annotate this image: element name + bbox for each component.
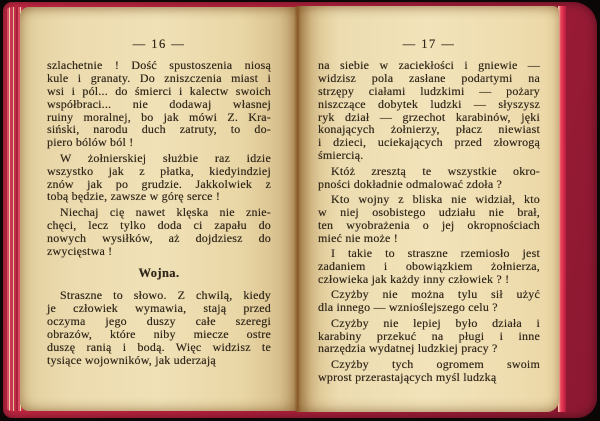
text-line: i dzieci, uciekających przed złowrogą xyxy=(318,135,540,150)
text-line: szlachetnie ! Dość spustoszenia niosą xyxy=(47,57,271,72)
text-line: chęci, lecz tylko doda ci zapału do xyxy=(47,217,271,232)
book xyxy=(3,2,597,418)
text-line: narzędzia wydatnej ludzkiej pracy ? xyxy=(318,341,498,356)
paragraph xyxy=(318,193,540,245)
text-line: dla innego — wznioślejszego celu ? xyxy=(318,300,498,315)
text-line: W żołnierskiej służbie raz idzie xyxy=(60,150,271,165)
paragraph xyxy=(318,358,540,384)
text-line: na siebie w zaciekłości i gniewie — xyxy=(318,57,540,72)
text-line: duszę ranią i bodą. Więc widzisz te xyxy=(47,340,271,355)
text-line: tobą będzie, zawsze w górę serce ! xyxy=(47,189,221,204)
text-line: ten wyobrażenia o jej okropnościach xyxy=(318,217,540,232)
paragraph xyxy=(47,152,271,204)
paragraph xyxy=(318,59,540,162)
page-16-body xyxy=(47,59,271,367)
page-17-text-column xyxy=(318,38,540,386)
text-line: ryk dział — grzechot karabinów, jęki xyxy=(318,109,540,124)
text-line: niszczące dobytek ludzki — słyszysz xyxy=(318,96,540,111)
text-line: tysiące wojowników, jak uderzają xyxy=(47,352,216,367)
text-line: konających żołnierzy, płacz niewiast xyxy=(318,122,540,137)
paragraph xyxy=(318,317,540,356)
paragraph xyxy=(318,165,540,191)
text-line: siński, narodu duch zatruty, to do- xyxy=(47,122,271,137)
text-line: zwycięstwa ! xyxy=(47,243,113,258)
text-line: mieć nie może ! xyxy=(318,230,398,245)
text-line: kule i granaty. Do zniszczenia miast i xyxy=(47,70,271,85)
text-line: I takie to straszne rzemiosło jest xyxy=(331,246,540,261)
page-16-text-column xyxy=(47,38,271,369)
text-line: człowieka jak każdy inny człowiek ? ! xyxy=(318,271,510,286)
text-line: znów jak po grudzie. Jakkolwiek z xyxy=(47,176,271,191)
paragraph xyxy=(318,288,540,314)
page-number-right: — 17 — xyxy=(402,37,456,51)
text-line: widzisz pola zasłane podartymi na xyxy=(318,70,540,85)
text-line: współbraci... nie dodawaj własnej xyxy=(47,96,271,111)
text-line: Niechaj cię nawet klęska nie znie- xyxy=(60,204,271,219)
text-line: Czyżby tych ogromem swoim xyxy=(331,356,540,371)
text-line: ruiny moralnej, bo jak mówi Z. Kra- xyxy=(47,109,271,124)
text-line: Straszne to słowo. Z chwilą, kiedy xyxy=(60,288,271,303)
text-line: strzępy ciałami ludzkimi — pożary xyxy=(318,83,540,98)
text-line: je człowiek wymawia, stają przed xyxy=(47,301,271,316)
text-line: Kto wojny z bliska nie widział, kto xyxy=(331,191,540,206)
text-line: Czyżby nie można tylu sił użyć xyxy=(331,287,540,302)
page-number-left: — 16 — xyxy=(132,37,186,51)
text-line: karabiny przekuć na pługi i inne xyxy=(318,328,540,343)
text-line: zadaniem i obowiązkiem żołnierza, xyxy=(318,259,540,273)
text-line: piero bólów ból ! xyxy=(47,135,134,150)
paragraph xyxy=(47,59,271,149)
page-17-body xyxy=(318,59,540,384)
text-line: wsi i pól... do śmierci i kalectw swoich xyxy=(47,83,271,98)
page-17 xyxy=(297,6,559,412)
paragraph xyxy=(318,247,540,286)
text-line: nowych wysiłków, aż dojdziesz do xyxy=(47,230,271,245)
text-line: Któż zresztą te wszystkie okro- xyxy=(331,163,540,178)
paragraph xyxy=(47,206,271,258)
paragraph xyxy=(47,289,271,366)
text-line: Czyżby nie lepiej było działa i xyxy=(331,315,540,330)
text-line: oczyma jego duszy całe szeregi xyxy=(47,314,271,329)
section-heading: Wojna. xyxy=(138,265,180,280)
text-line: śmiercią. xyxy=(318,148,364,163)
book-gutter xyxy=(294,6,301,412)
text-line: w niej osobistego udziału nie brał, xyxy=(318,204,540,219)
page-16 xyxy=(20,7,297,411)
text-line: wprost przerastających myśl ludzką xyxy=(318,369,497,384)
text-line: pności dokładnie odmalować zdoła ? xyxy=(318,176,503,191)
text-line: obrazów, które niby miecze ostre xyxy=(47,327,271,342)
text-line: wszystko jak z płatka, kiedyindziej xyxy=(47,163,271,178)
page-edges-right xyxy=(558,6,566,412)
